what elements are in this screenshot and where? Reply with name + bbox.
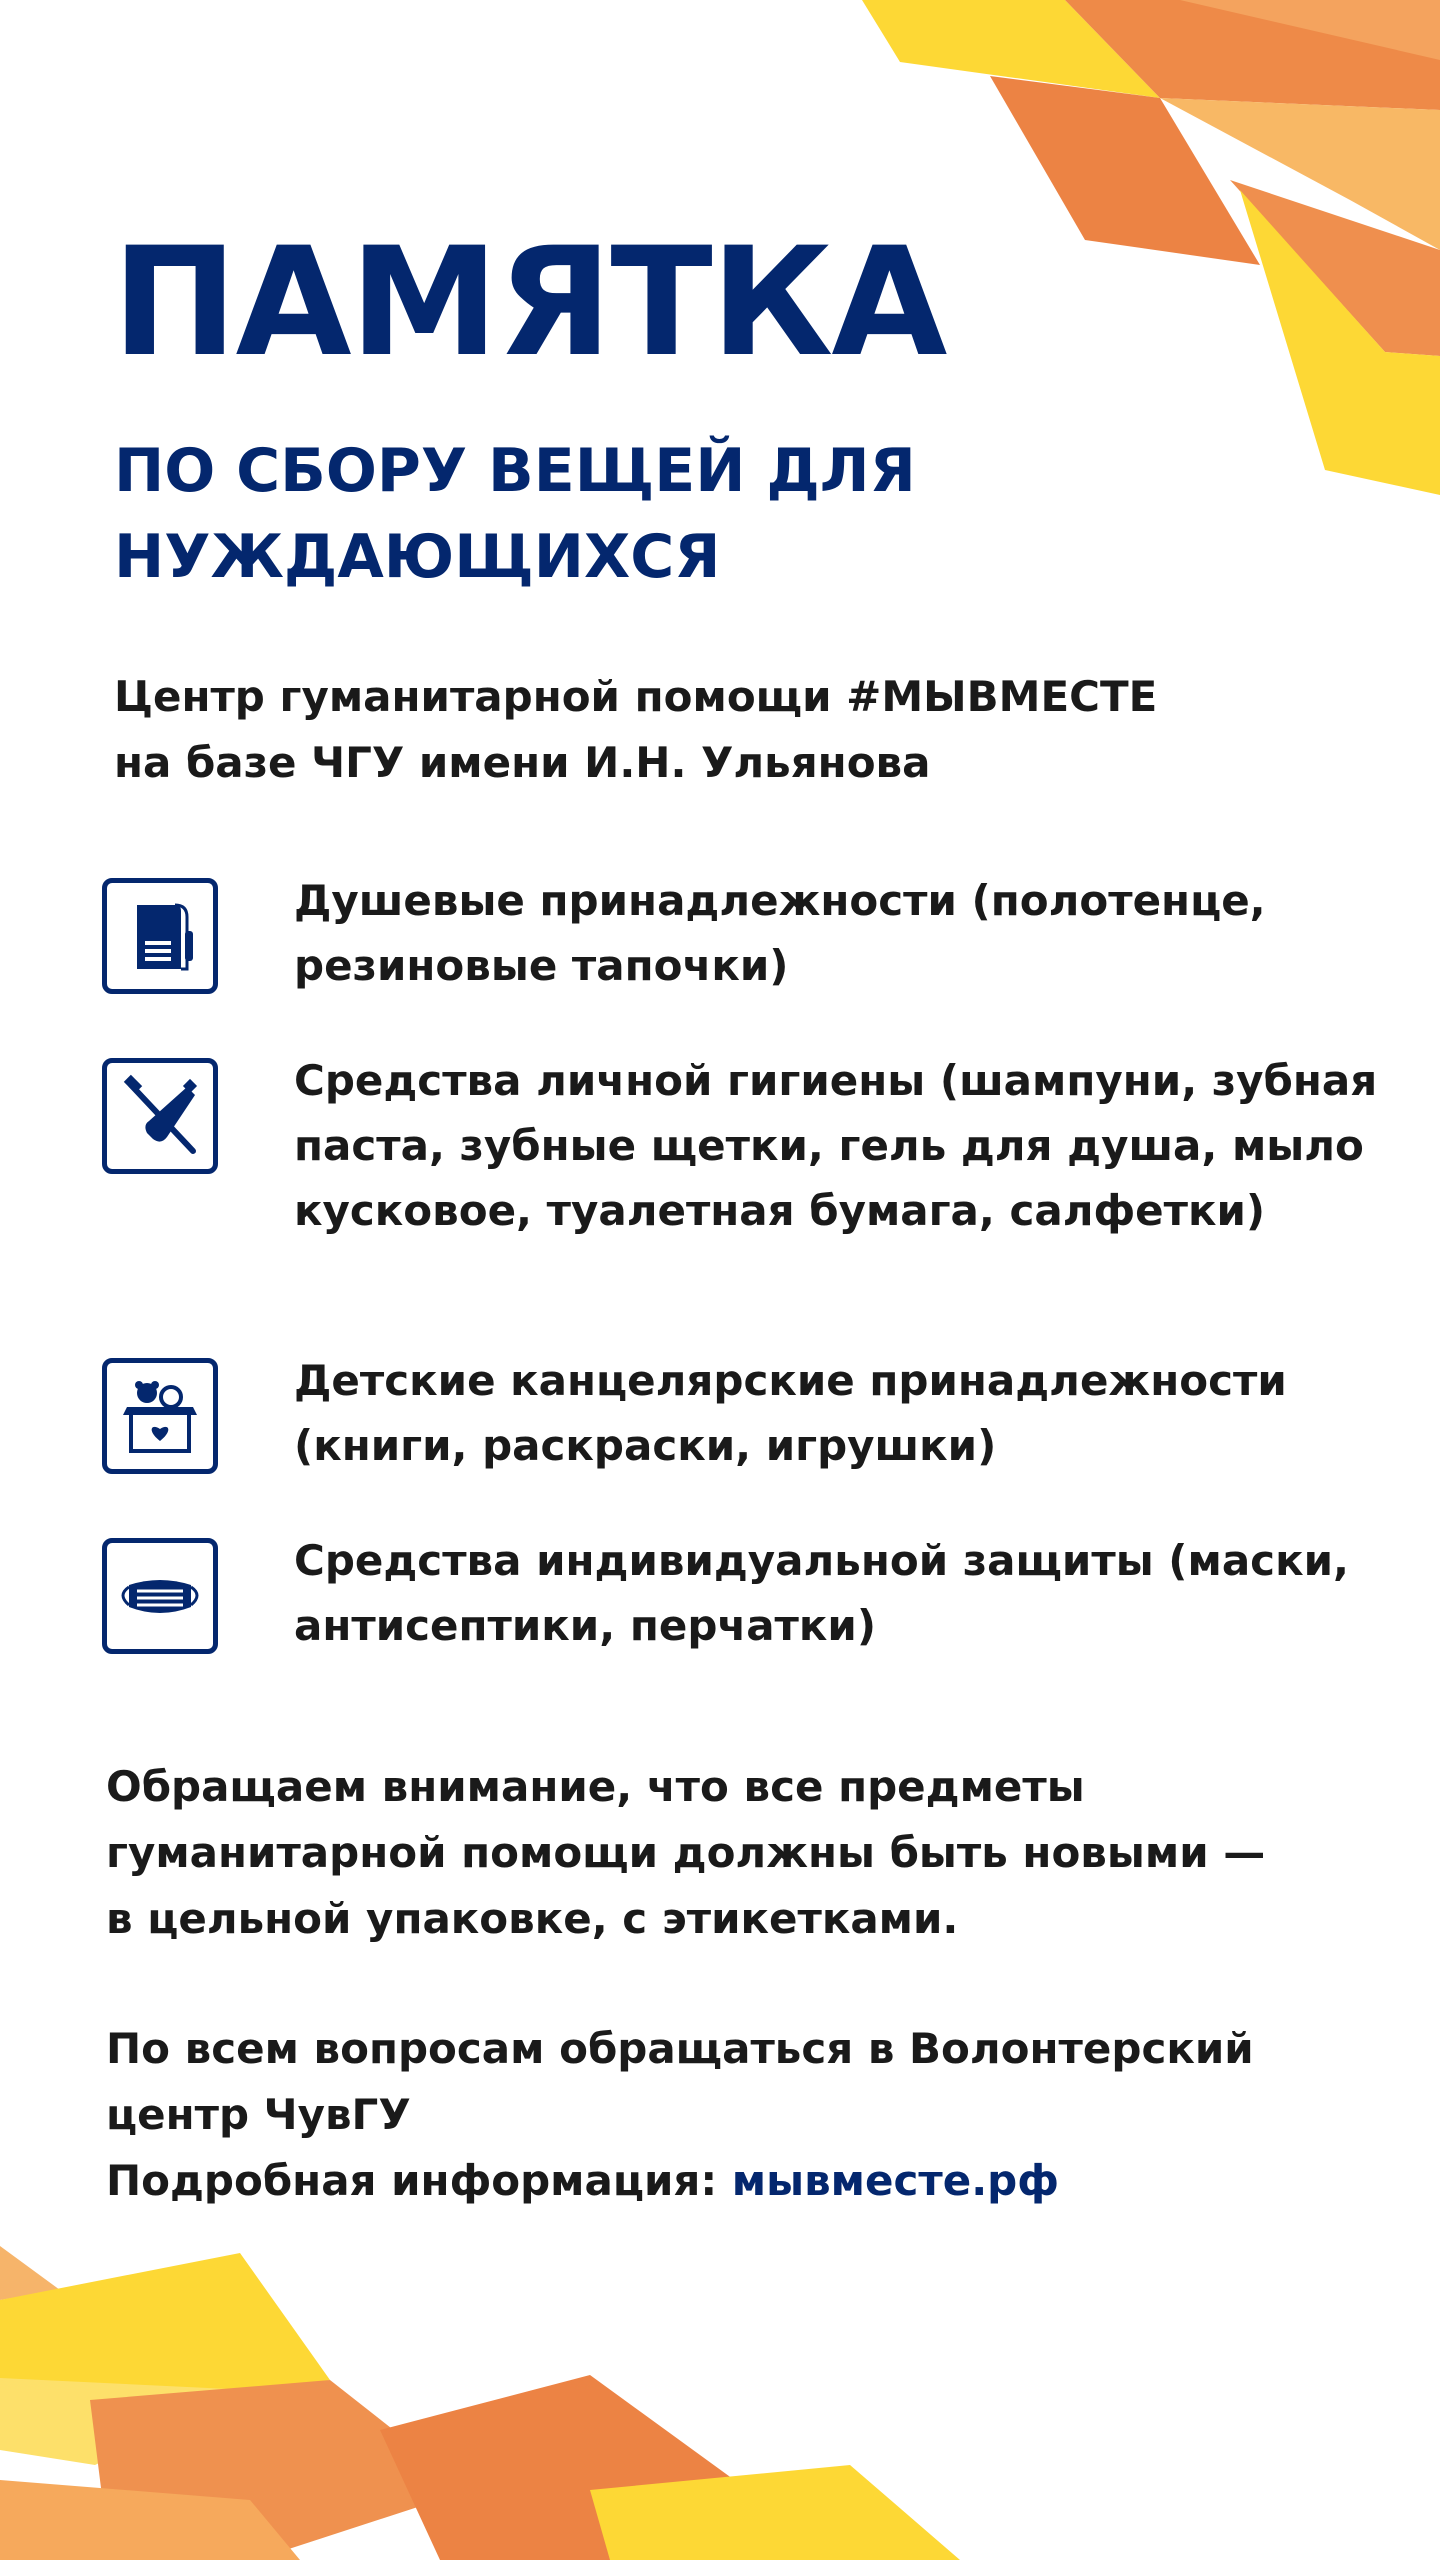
center-info (114, 664, 1314, 796)
item-text: Средства индивидуальной защиты (маски, антисептики, перчатки) (294, 1536, 1349, 1650)
contacts-info-line (106, 2148, 1406, 2214)
contacts-line1: По всем вопросам обращаться в Волонтерский (106, 2024, 1254, 2073)
notice-line1: Обращаем внимание, что все предметы (106, 1762, 1085, 1811)
notice-line3: в цельной упаковке, с этикетками. (106, 1894, 959, 1943)
item-text: Средства личной гигиены (шампуни, зубная паста, зубные щетки, гель для душа, мыло кусковое, туалетная бумага, салфетки) (294, 1056, 1378, 1235)
toy-box-icon (102, 1358, 218, 1474)
toothbrush-toothpaste-icon (102, 1058, 218, 1174)
info-label: Подробная информация: (106, 2156, 732, 2205)
page-subtitle: ПО СБОРУ ВЕЩЕЙ ДЛЯ НУЖДАЮЩИХСЯ (114, 436, 916, 592)
contacts-line2: центр ЧувГУ (106, 2090, 411, 2139)
page-title: ПАМЯТКА (112, 216, 946, 390)
towel-slippers-icon (102, 878, 218, 994)
contacts (106, 2016, 1406, 2214)
website-link[interactable]: мывместе.рф (731, 2156, 1059, 2205)
face-mask-icon (102, 1538, 218, 1654)
center-info-line2: на базе ЧГУ имени И.Н. Ульянова (114, 738, 931, 787)
center-info-line1: Центр гуманитарной помощи #МЫВМЕСТЕ (114, 672, 1158, 721)
notice-line2: гуманитарной помощи должны быть новыми — (106, 1828, 1266, 1877)
notice-text (106, 1754, 1406, 1952)
item-text: Душевые принадлежности (полотенце, резиновые тапочки) (294, 876, 1266, 990)
item-text: Детские канцелярские принадлежности (книги, раскраски, игрушки) (294, 1356, 1287, 1470)
